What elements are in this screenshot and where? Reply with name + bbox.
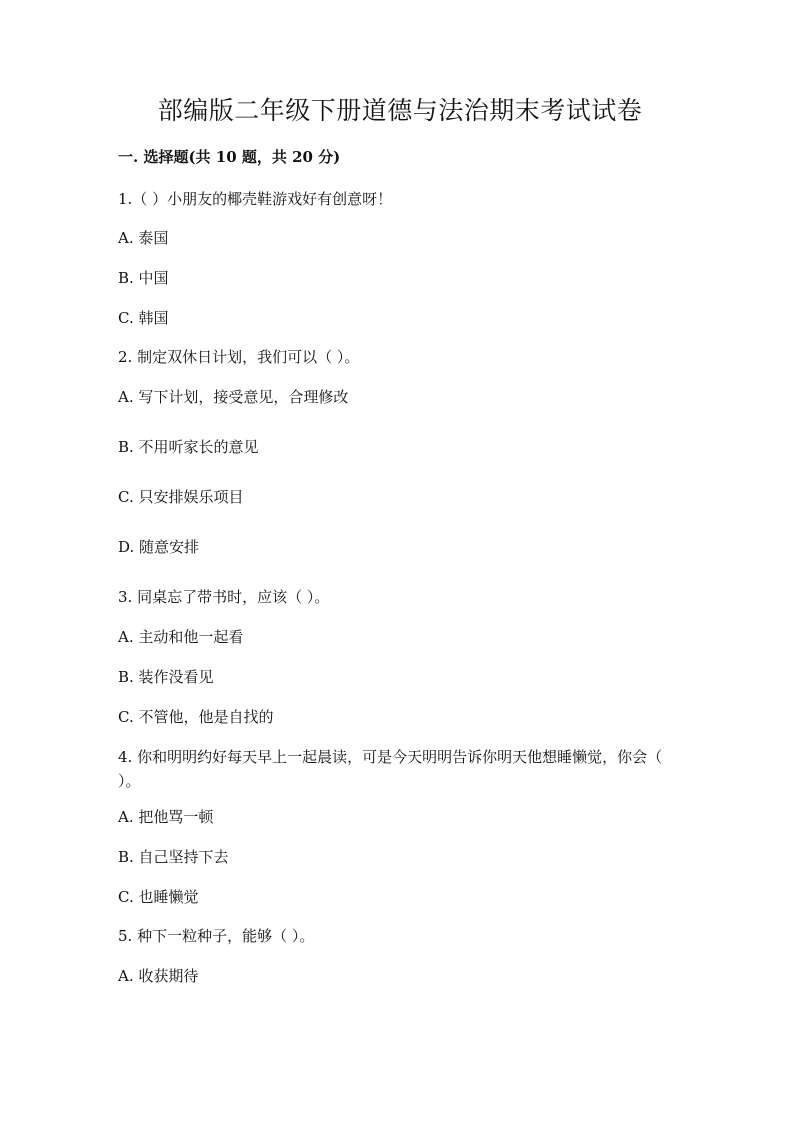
question-stem: 1.（ ）小朋友的椰壳鞋游戏好有创意呀！: [118, 190, 393, 208]
option: B. 不用听家长的意见: [118, 438, 259, 456]
option: C. 不管他，他是自找的: [118, 708, 274, 726]
option: B. 中国: [118, 269, 169, 287]
option: B. 自己坚持下去: [118, 848, 229, 866]
question-stem: 2. 制定双休日计划，我们可以（ ）。: [118, 348, 360, 366]
option: A. 泰国: [118, 229, 169, 247]
option: D. 随意安排: [118, 538, 200, 556]
section-heading: 一. 选择题(共 10 题，共 20 分): [118, 148, 341, 166]
option: B. 装作没看见: [118, 668, 214, 686]
option: C. 也睡懒觉: [118, 888, 199, 906]
question-stem: 3. 同桌忘了带书时，应该（ ）。: [118, 588, 330, 606]
option: C. 只安排娱乐项目: [118, 488, 244, 506]
question-stem: 5. 种下一粒种子，能够（ ）。: [118, 927, 315, 945]
page-title: 部编版二年级下册道德与法治期末考试试卷: [157, 96, 643, 125]
option: C. 韩国: [118, 309, 169, 327]
option: A. 写下计划，接受意见，合理修改: [118, 388, 349, 406]
option: A. 主动和他一起看: [118, 628, 244, 646]
option: A. 把他骂一顿: [118, 808, 214, 826]
option: A. 收获期待: [118, 967, 199, 985]
question-stem: 4. 你和明明约好每天早上一起晨读，可是今天明明告诉你明天他想睡懒觉，你会（ ）。: [118, 748, 663, 790]
